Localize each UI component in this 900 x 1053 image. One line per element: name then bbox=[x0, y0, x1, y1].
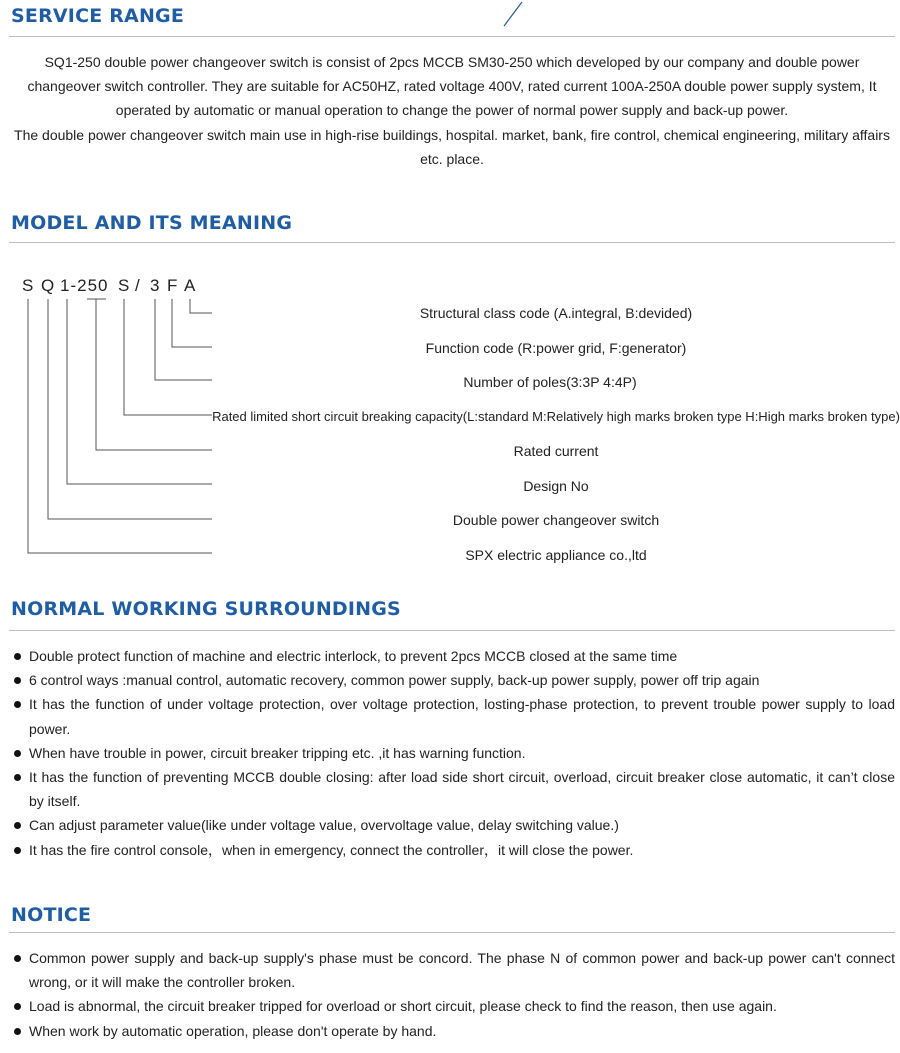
list-item: Common power supply and back-up supply's phase must be concord. The phase N of common power and back-up power can't connect wrong, or it will make the controller broken. bbox=[9, 946, 895, 994]
list-item: 6 control ways :manual control, automatic recovery, common power supply, back-up power supply, power off trip again bbox=[9, 668, 895, 692]
list-item: It has the function of under voltage protection, over voltage protection, losting-phase protection, to prevent trouble power supply to load power. bbox=[9, 692, 895, 740]
notice-title: NOTICE bbox=[11, 904, 92, 926]
service-range-divider bbox=[9, 36, 895, 37]
code-part-capacity: S bbox=[118, 276, 131, 295]
list-item: It has the fire control console，when in emergency, connect the controller，it will close the power. bbox=[9, 838, 895, 862]
code-part-rating: 1-250 bbox=[60, 276, 109, 295]
service-range-title: SERVICE RANGE bbox=[11, 5, 185, 27]
list-item: When have trouble in power, circuit breaker tripping etc. ,it has warning function. bbox=[9, 741, 895, 765]
code-part-function: F bbox=[167, 276, 179, 295]
list-item: Load is abnormal, the circuit breaker tripped for overload or short circuit, please check to find the reason, then use again. bbox=[9, 994, 895, 1018]
model-meaning-title: MODEL AND ITS MEANING bbox=[11, 212, 293, 234]
desc-structural-class: Structural class code (A.integral, B:devided) bbox=[419, 305, 693, 321]
code-part-slash: / bbox=[135, 276, 141, 295]
list-item: It has the function of preventing MCCB double closing: after load side short circuit, overload, circuit breaker close automatic, it can’t close by itself. bbox=[9, 765, 895, 813]
code-part-q: Q bbox=[41, 276, 56, 295]
working-surroundings-list bbox=[9, 644, 895, 862]
desc-manufacturer: SPX electric appliance co.,ltd bbox=[465, 547, 647, 563]
decorative-slash-icon bbox=[500, 0, 530, 30]
list-item: Double protect function of machine and electric interlock, to prevent 2pcs MCCB closed at the same time bbox=[9, 644, 895, 668]
desc-product-type: Double power changeover switch bbox=[452, 512, 660, 528]
notice-list bbox=[9, 946, 895, 1043]
code-part-s: S bbox=[22, 276, 35, 295]
code-part-structure: A bbox=[184, 276, 197, 295]
desc-rated-current: Rated current bbox=[513, 443, 599, 459]
notice-divider bbox=[9, 932, 895, 933]
desc-design-no: Design No bbox=[523, 478, 589, 494]
working-surroundings-divider bbox=[9, 630, 895, 631]
working-surroundings-title: NORMAL WORKING SURROUNDINGS bbox=[11, 598, 401, 620]
list-item: When work by automatic operation, please don't operate by hand. bbox=[9, 1019, 895, 1043]
desc-function-code: Function code (R:power grid, F:generator) bbox=[425, 340, 687, 356]
service-range-paragraph-1: SQ1-250 double power changeover switch is consist of 2pcs MCCB SM30-250 which developed by our company and double power changeover switch controller. They are suitable for AC50HZ, rated voltage 400V, rated current 100A-250A double power supply system, It operated by automatic or manual operation to change the power of normal power supply and back-up power. bbox=[27, 54, 877, 119]
desc-number-of-poles: Number of poles(3:3P 4:4P) bbox=[463, 374, 637, 390]
model-meaning-divider bbox=[9, 242, 895, 243]
model-code-diagram bbox=[0, 270, 900, 570]
desc-breaking-capacity: Rated limited short circuit breaking capacity(L:standard M:Relatively high marks broken type H:High marks broken type) bbox=[212, 409, 900, 424]
code-part-poles: 3 bbox=[150, 276, 161, 295]
service-range-paragraph-2: The double power changeover switch main use in high-rise buildings, hospital. market, bank, fire control, chemical engineering, military affairs etc. place. bbox=[14, 127, 890, 168]
list-item: Can adjust parameter value(like under voltage value, overvoltage value, delay switching value.) bbox=[9, 813, 895, 837]
